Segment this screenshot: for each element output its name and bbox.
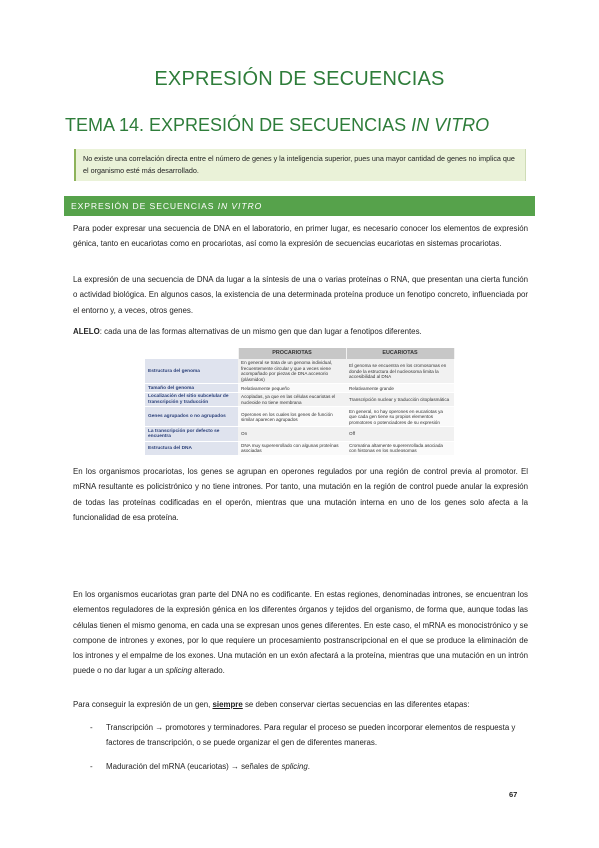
table-cell: Relativamente grande <box>346 384 454 393</box>
stages-start: Para conseguir la expresión de un gen, <box>73 700 213 709</box>
table-cell: En general, no hay operones en eucariotas ya que cada gen tiene su propios elementos promotores o potenciadores de su expresión <box>346 407 454 427</box>
bullet-text-end: . <box>307 762 310 771</box>
paragraph-expression: La expresión de una secuencia de DNA da lugar a la síntesis de una o varias proteínas o RNA, que presentan una cierta función o actividad biológica. En algunos casos, la existencia de una determinada proteína produce un fenotipo concreto, influenciada por el entorno y, a veces, otros genes. <box>73 275 528 315</box>
topic-title-main: TEMA 14. EXPRESIÓN DE SECUENCIAS <box>65 115 412 135</box>
table-header-cell: EUCARIOTAS <box>346 348 454 359</box>
topic-title-italic: IN VITRO <box>411 115 490 135</box>
paragraph-alelo <box>73 324 528 339</box>
alelo-definition: : cada una de las formas alternativas de un mismo gen que dan lugar a fenotipos diferentes. <box>99 327 422 336</box>
table-row <box>145 393 454 407</box>
table-cell: Off <box>346 427 454 441</box>
table-cell: On <box>238 427 346 441</box>
document-title: EXPRESIÓN DE SECUENCIAS <box>154 68 445 90</box>
paragraph-stages <box>73 697 528 712</box>
section-header-main: EXPRESIÓN DE SECUENCIAS <box>71 201 218 211</box>
list-item <box>90 720 525 752</box>
note-box: No existe una correlación directa entre el número de genes y la inteligencia superior, pues una mayor cantidad de genes no implica que el organismo esté más desarrollado. <box>74 149 526 181</box>
table-row <box>145 427 454 441</box>
comparison-table <box>145 348 455 456</box>
topic-title <box>65 115 489 136</box>
table-row <box>145 407 454 427</box>
table-cell: Relativamente pequeño <box>238 384 346 393</box>
table-cell: Cromatina altamente superenrollada asociada con histonas en los nucleosomas <box>346 441 454 455</box>
eukaryotes-text: En los organismos eucariotas gran parte del DNA no es codificante. En estas regiones, denominadas intrones, se encuentran los elementos reguladores de la expresión génica en los diferentes órganos y tejidos del organismo, de forma que, aunque todas las células tienen el mismo genoma, en cada una se expresan unos genes diferentes. En este caso, el mRNA es monocistrónico y se compone de intrones y exones, por lo que requiere un procesamiento postranscripcional en el que se produce la eliminación de los intrones y el empalme de los exones. Una mutación en un exón afectará a la proteína, mientras que una mutación en un intrón puede o no dar lugar a un <box>73 590 528 676</box>
table-cell: Operones en los cuales los genes de función similar aparecen agrupados <box>238 407 346 427</box>
paragraph-prokaryotes: En los organismos procariotas, los genes se agrupan en operones regulados por una región de control previa al promotor. El mRNA resultante es policistrónico y no tiene intrones. Por tanto, una mutación en la región de control puede anular la expresión de todas las proteínas codificadas en el operón, mientras que una mutación interna en uno de los genes solo afecta a la funcionalidad de esa proteína. <box>73 467 528 522</box>
bullet-dash: - <box>90 723 93 732</box>
page-number: 67 <box>509 790 518 799</box>
table-cell: En general se trata de un genoma individual, frecuentemente circular y que a veces viene acompañado por piezas de DNA accesorio (plásmidos) <box>238 359 346 384</box>
bullet-dash: - <box>90 762 93 771</box>
bullet-text <box>106 759 526 774</box>
table-header-cell: PROCARIOTAS <box>238 348 346 359</box>
table-row-label: Estructura del genoma <box>145 359 238 384</box>
list-item <box>90 759 525 775</box>
table-row-label: Genes agrupados o no agrupados <box>145 407 238 427</box>
table-header-cell <box>145 348 238 359</box>
section-header <box>64 196 535 216</box>
eukaryotes-end: alterado. <box>191 666 225 676</box>
table-row-label: Localización del sitio subcelular de transcripción y traducción <box>145 393 238 407</box>
paragraph-eukaryotes <box>73 587 528 679</box>
table-cell: Acopladas, ya que en las células eucariotas el nucleoide no tiene membrana <box>238 393 346 407</box>
bullet-text: Transcripción → promotores y terminadores. Para regular el proceso se pueden incorporar elementos de respuesta y factores de transcripción, o se puede organizar el gen de diferentes maneras. <box>106 723 516 748</box>
table-row <box>145 359 454 384</box>
table-row <box>145 384 454 393</box>
section-header-italic: IN VITRO <box>217 201 263 211</box>
table-row-label: Tamaño del genoma <box>145 384 238 393</box>
table-cell: El genoma se encuentra en los cromosomas en donde la estructura del nucleosoma limita la accesibilidad al DNA <box>346 359 454 384</box>
splicing-term: splicing <box>165 666 192 676</box>
table-row-label: La transcripción por defecto se encuentra <box>145 427 238 441</box>
bullet-text-italic: splicing <box>281 762 308 771</box>
stages-end: se deben conservar ciertas secuencias en las diferentes etapas: <box>242 700 470 709</box>
table-cell: DNA muy superenrollado con algunas proteínas asociadas <box>238 441 346 455</box>
paragraph-intro: Para poder expresar una secuencia de DNA en el laboratorio, en primer lugar, es necesario conocer los elementos de expresión génica, tanto en eucariotas como en procariotas, así como la expresión de secuencias eucariotas en sistemas procariotas. <box>73 224 528 249</box>
alelo-term: ALELO <box>73 327 100 336</box>
siempre-term: siempre <box>212 700 243 709</box>
table-header-row <box>145 348 454 359</box>
table-cell: Transcripción nuclear y traducción citoplasmática <box>346 393 454 407</box>
table-row-label: Estructura del DNA <box>145 441 238 455</box>
table-row <box>145 441 454 455</box>
bullet-text-main: Maduración del mRNA (eucariotas) → señales de <box>106 762 282 771</box>
